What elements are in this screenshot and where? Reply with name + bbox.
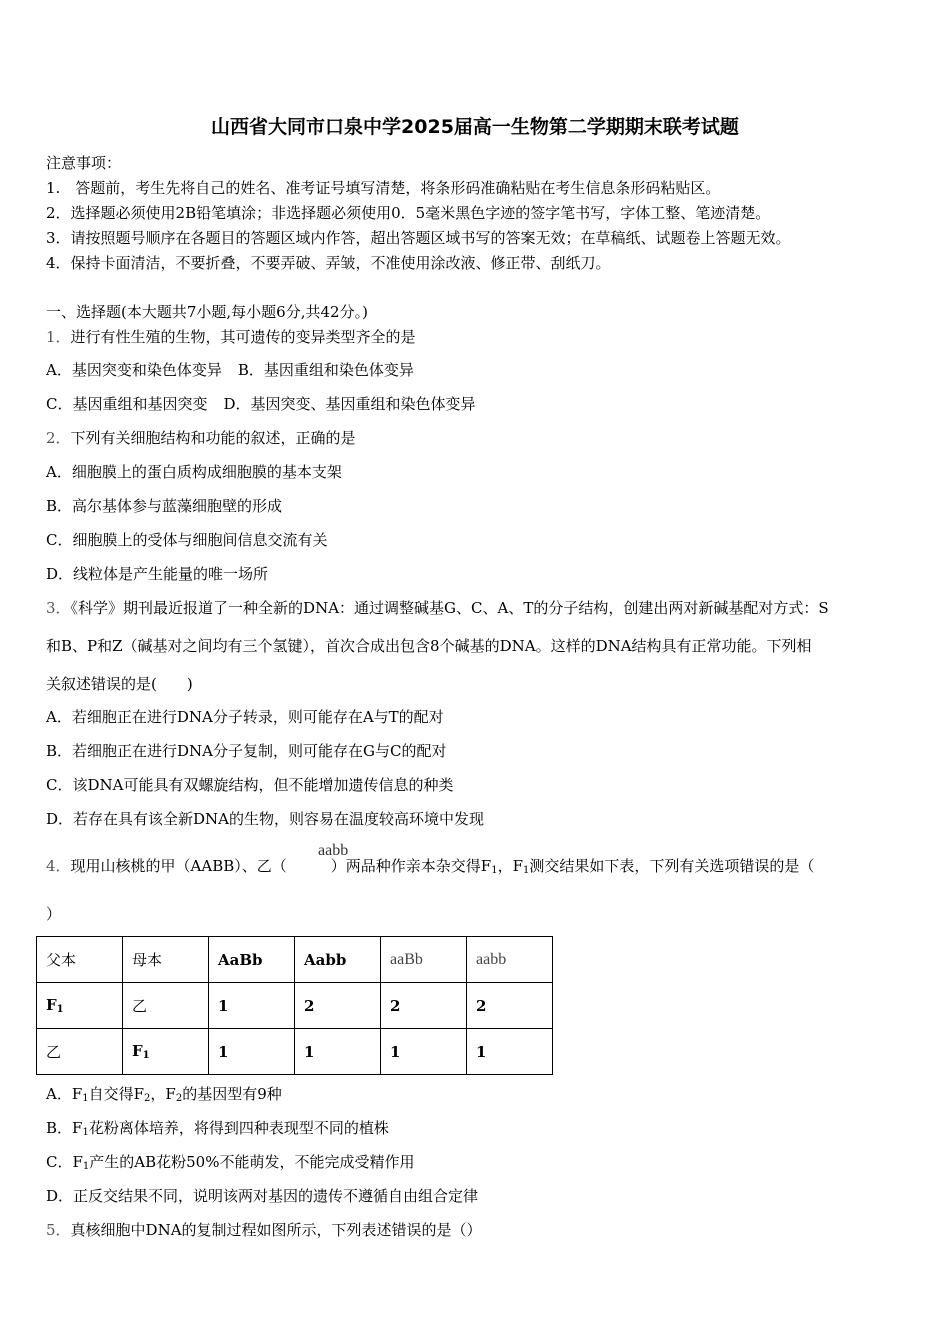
- question-stem-part-c: ，F: [497, 857, 523, 875]
- section-heading: 一、选择题(本大题共7小题,每小题6分,共42分。): [46, 303, 368, 321]
- option-text: B．F: [46, 1119, 83, 1137]
- question-stem-part-a: 现用山核桃的甲（AABB）、乙（: [70, 857, 287, 875]
- table-cell: [123, 1029, 209, 1075]
- option-d: D．基因突变、基因重组和染色体变异: [223, 395, 476, 413]
- question-stem-line-2: 和B、P和Z（碱基对之间均有三个氢键），首次合成出包含8个碱基的DNA。这样的DNA结构具有正常功能。下列相: [46, 637, 812, 655]
- option-text: 自交得F: [88, 1085, 145, 1103]
- option-d: D．线粒体是产生能量的唯一场所: [46, 565, 269, 583]
- option-b: [46, 1117, 389, 1138]
- table-cell: 1: [295, 1029, 381, 1075]
- notice-item: 2．选择题必须使用2B铅笔填涂；非选择题必须使用0．5毫米黑色字迹的签字笔书写，字体工整、笔迹清楚。: [46, 204, 771, 222]
- table-cell: [37, 983, 123, 1029]
- question-3: [46, 597, 829, 618]
- table-row: [37, 983, 553, 1029]
- table-header-row: [37, 937, 553, 983]
- notice-item: 4．保持卡面清洁，不要折叠，不要弄破、弄皱，不准使用涂改液、修正带、刮纸刀。: [46, 254, 611, 272]
- table-cell: 乙: [37, 1029, 123, 1075]
- table-header-cell: 父本: [37, 937, 123, 983]
- table-cell: 1: [209, 1029, 295, 1075]
- q1-options-row-2: [46, 393, 476, 414]
- question-stem-close: ）: [46, 905, 62, 923]
- subscript: 1: [491, 865, 498, 876]
- subscript: 1: [82, 1161, 90, 1172]
- table-row: [37, 1029, 553, 1075]
- option-b: B．基因重组和染色体变异: [237, 361, 414, 379]
- question-2: [46, 427, 356, 448]
- option-c: C．细胞膜上的受体与细胞间信息交流有关: [46, 531, 328, 549]
- subscript: 1: [82, 1093, 89, 1104]
- subscript: 1: [142, 1050, 150, 1061]
- table-cell: 2: [381, 983, 467, 1029]
- question-number: 1．: [46, 328, 71, 346]
- table-header-cell: aabb: [467, 937, 553, 983]
- option-text: ，F: [150, 1085, 176, 1103]
- question-number: 5．: [46, 1221, 71, 1239]
- option-text: 的基因型有9种: [182, 1085, 282, 1103]
- testcross-table: [36, 936, 553, 1075]
- table-cell: 乙: [123, 983, 209, 1029]
- table-cell: 1: [467, 1029, 553, 1075]
- notice-item: 1. 答题前，考生先将自己的姓名、准考证号填写清楚，将条形码准确粘贴在考生信息条形码粘贴区。: [46, 179, 721, 197]
- option-c: [46, 1151, 414, 1172]
- question-stem-line-1: 《科学》期刊最近报道了一种全新的DNA：通过调整碱基G、C、A、T的分子结构，创建出两对新碱基配对方式：S: [70, 599, 829, 617]
- notice-heading: 注意事项：: [46, 154, 122, 172]
- option-a: A．若细胞正在进行DNA分子转录，则可能存在A与T的配对: [46, 708, 444, 726]
- table-header-cell: 母本: [123, 937, 209, 983]
- question-1: [46, 326, 416, 347]
- option-a: A．细胞膜上的蛋白质构成细胞膜的基本支架: [46, 463, 342, 481]
- subscript: 1: [82, 1127, 89, 1138]
- option-text: 花粉离体培养，将得到四种表现型不同的植株: [88, 1119, 389, 1137]
- question-stem: 下列有关细胞结构和功能的叙述，正确的是: [70, 429, 356, 447]
- question-stem-part-b: ）两品种作亲本杂交得F: [330, 857, 492, 875]
- option-a: A．基因突变和染色体变异: [46, 361, 222, 379]
- question-stem: 真核细胞中DNA的复制过程如图所示，下列表述错误的是（）: [70, 1221, 482, 1239]
- option-text: C．F: [46, 1153, 83, 1171]
- subscript: 1: [522, 865, 530, 876]
- page-title: 山西省大同市口泉中学2025届高一生物第二学期期末联考试题: [211, 116, 739, 138]
- question-4: [46, 855, 814, 876]
- option-text: 产生的AB花粉50%不能萌发，不能完成受精作用: [89, 1153, 415, 1171]
- table-header-cell: AaBb: [209, 937, 295, 983]
- notice-item: 3．请按照题号顺序在各题目的答题区域内作答，超出答题区域书写的答案无效；在草稿纸、试题卷上答题无效。: [46, 229, 791, 247]
- table-cell: 2: [295, 983, 381, 1029]
- q1-options-row-1: [46, 359, 414, 380]
- option-c: C．基因重组和基因突变: [46, 395, 208, 413]
- table-cell-text: F: [46, 996, 57, 1014]
- question-number: 2．: [46, 429, 71, 447]
- option-d: D．若存在具有该全新DNA的生物，则容易在温度较高环境中发现: [46, 810, 485, 828]
- question-number: 4．: [46, 857, 71, 875]
- table-cell: 1: [381, 1029, 467, 1075]
- option-text: A．F: [46, 1085, 83, 1103]
- table-cell-text: F: [132, 1042, 143, 1060]
- option-a: [46, 1083, 282, 1104]
- question-number: 3．: [46, 599, 71, 617]
- question-stem: 进行有性生殖的生物，其可遗传的变异类型齐全的是: [70, 328, 416, 346]
- genotype-insert: aabb: [318, 842, 349, 859]
- subscript: 2: [175, 1093, 183, 1104]
- option-b: B．若细胞正在进行DNA分子复制，则可能存在G与C的配对: [46, 742, 447, 760]
- subscript: 1: [56, 1004, 64, 1015]
- table-cell: 2: [467, 983, 553, 1029]
- table-header-cell: aaBb: [381, 937, 467, 983]
- table-cell: 1: [209, 983, 295, 1029]
- question-stem-line-3: 关叙述错误的是( ): [46, 675, 193, 693]
- option-c: C．该DNA可能具有双螺旋结构，但不能增加遗传信息的种类: [46, 776, 454, 794]
- option-b: B．高尔基体参与蓝藻细胞壁的形成: [46, 497, 283, 515]
- question-5: [46, 1219, 482, 1240]
- option-d: D．正反交结果不同，说明该两对基因的遗传不遵循自由组合定律: [46, 1187, 479, 1205]
- question-stem-part-d: 测交结果如下表，下列有关选项错误的是（: [529, 857, 815, 875]
- table-header-cell: Aabb: [295, 937, 381, 983]
- subscript: 2: [144, 1093, 151, 1104]
